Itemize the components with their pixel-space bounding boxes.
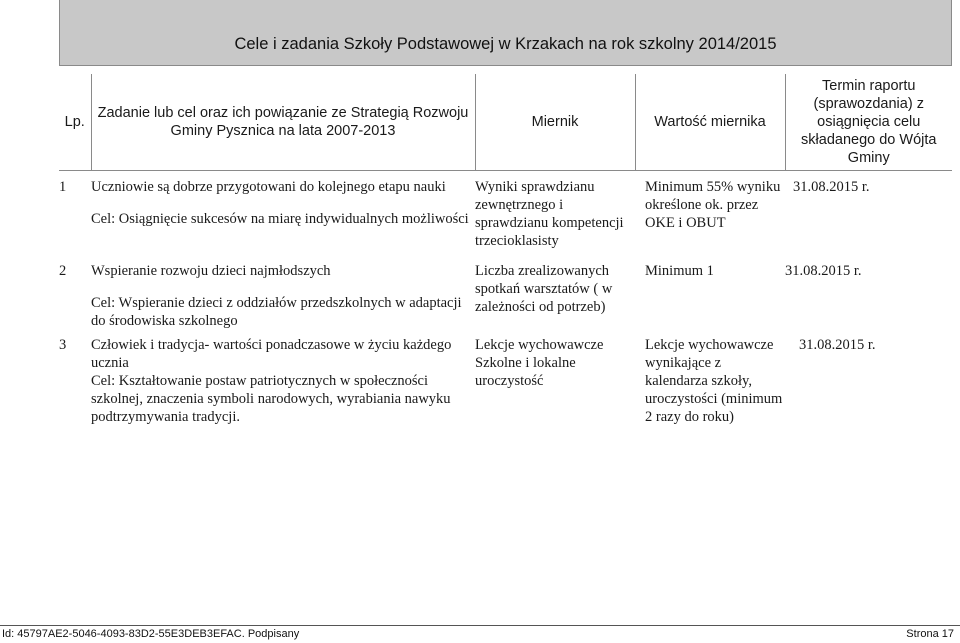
goals-table (59, 74, 952, 436)
table-row (59, 330, 952, 436)
deadline-cell: 31.08.2015 r. (793, 179, 870, 195)
row-number: 3 (59, 337, 67, 353)
task-cell (91, 171, 475, 257)
task-text: Wspieranie rozwoju dzieci najmłodszych (91, 263, 331, 279)
task-text: Uczniowie są dobrze przygotowani do kolejnego etapu nauki (91, 179, 446, 195)
measure-cell: Lekcje wychowawcze Szkolne i lokalne uroczystość (475, 337, 604, 389)
header-task: Zadanie lub cel oraz ich powiązanie ze Strategią Rozwoju Gminy Pysznica na lata 2007-2013 (91, 74, 475, 171)
document-id: Id: 45797AE2-5046-4093-83D2-55E3DEB3EFAC. Podpisany (2, 628, 300, 640)
page-number: Strona 17 (906, 628, 954, 640)
page-title-banner (59, 0, 952, 66)
header-deadline: Termin raportu (sprawozdania) z osiągnięcia celu składanego do Wójta Gminy (785, 74, 952, 171)
deadline-cell: 31.08.2015 r. (785, 263, 862, 279)
header-value: Wartość miernika (635, 74, 785, 171)
task-cell (91, 256, 475, 330)
deadline-cell: 31.08.2015 r. (799, 337, 876, 353)
goal-text: Cel: Wspieranie dzieci z oddziałów przedszkolnych w adaptacji do środowiska szkolnego (91, 295, 462, 329)
table-row (59, 171, 952, 257)
header-lp: Lp. (59, 74, 91, 171)
footer-divider (0, 625, 960, 626)
row-number: 2 (59, 263, 67, 279)
goal-text: Cel: Osiągnięcie sukcesów na miarę indywidualnych możliwości (91, 211, 469, 227)
goal-text: Cel: Kształtowanie postaw patriotycznych w społeczności szkolnej, znaczenia symboli narodowych, wyrabiania nawyku podtrzymywania tradycji. (91, 373, 451, 425)
value-cell: Minimum 55% wyniku określone ok. przez OKE i OBUT (645, 179, 781, 231)
table-row (59, 256, 952, 330)
measure-cell: Liczba zrealizowanych spotkań warsztatów ( w zależności od potrzeb) (475, 263, 613, 315)
value-cell: Minimum 1 (645, 263, 714, 279)
task-text: Człowiek i tradycja- wartości ponadczasowe w życiu każdego ucznia (91, 337, 452, 371)
page-title: Cele i zadania Szkoły Podstawowej w Krzakach na rok szkolny 2014/2015 (234, 35, 777, 53)
header-measure: Miernik (475, 74, 635, 171)
value-cell: Lekcje wychowawcze wynikające z kalendarza szkoły, uroczystości (minimum 2 razy do roku) (645, 337, 783, 425)
page-footer (0, 625, 960, 641)
measure-cell: Wyniki sprawdzianu zewnętrznego i sprawdzianu kompetencji trzecioklasisty (475, 179, 624, 249)
table-header-row (59, 74, 952, 171)
task-cell (91, 330, 475, 436)
row-number: 1 (59, 179, 67, 195)
